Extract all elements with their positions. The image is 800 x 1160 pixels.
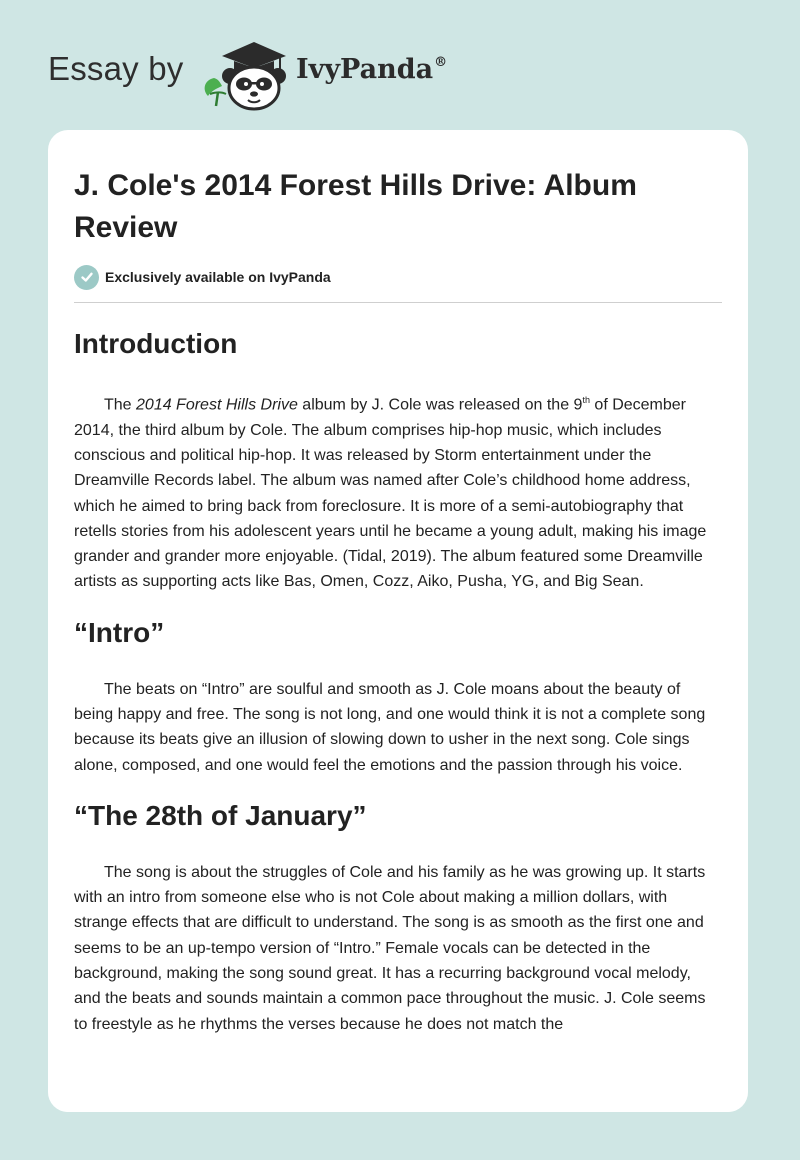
divider <box>74 302 722 303</box>
brand-text: IvyPanda <box>296 54 434 85</box>
ivy-leaf-icon <box>205 78 226 106</box>
exclusive-badge <box>74 264 331 290</box>
content-fade <box>48 1082 748 1112</box>
section-paragraph <box>74 388 722 595</box>
article-card <box>48 130 748 1112</box>
section-heading: “Intro” <box>74 616 165 648</box>
section-paragraph: The beats on “Intro” are soulful and smooth as J. Cole moans about the beauty of being happy and free. The song is not long, and one would think it is not a complete song because its beats give an illusion of slowing down to usher in the next song. Cole sings alone, composed, and one would feel the emotions and the passion through his voice. <box>74 680 706 774</box>
brand-name[interactable] <box>296 54 447 85</box>
album-title-italic: 2014 Forest Hills Drive <box>136 396 298 414</box>
section-paragraph: The song is about the struggles of Cole and his family as he was growing up. It starts with an intro from someone else who is not Cole about making a million dollars, with strange effects that are difficult to understand. The song is as smooth as the first one and seems to be an up-tempo version of “Intro.” Female vocals can be detected in the background, making the song sound great. It has a recurring background vocal melody, and the beats and sounds maintain a common pace throughout the music. J. Cole seems to freestyle as he rhythms the verses because he does not match the <box>74 863 706 1033</box>
text-run: album by J. Cole was released on the 9 <box>297 396 583 414</box>
check-circle-icon <box>74 265 99 290</box>
ordinal-suffix: th <box>582 395 590 405</box>
site-header <box>0 0 800 130</box>
essay-by-label: Essay by <box>48 50 184 87</box>
registered-mark: ® <box>434 55 448 70</box>
article-title: J. Cole's 2014 Forest Hills Drive: Album Review <box>74 169 637 244</box>
text-run: of December 2014, the third album by Cole. The album comprises hip-hop music, which includes conscious and political hip-hop. It was released by Storm entertainment under the Dreamville Records label. The album was named after Cole’s childhood home address, which he aimed to bring back from foreclosure. It is more of a semi-autobiography that retells stories from his adolescent years until he became a young adult, making his image grander and grander more enjoyable. (Tidal, 2019). The album featured some Dreamville artists as supporting acts like Bas, Omen, Cozz, Aiko, Pusha, YG, and Big Sean. <box>74 396 707 591</box>
section-heading: “The 28th of January” <box>74 799 367 831</box>
text-run: The <box>104 396 137 414</box>
panda-graduate-logo-icon[interactable] <box>200 34 292 112</box>
exclusive-label: Exclusively available on IvyPanda <box>105 269 331 285</box>
article-content <box>74 324 722 1037</box>
section-heading: Introduction <box>74 328 238 359</box>
